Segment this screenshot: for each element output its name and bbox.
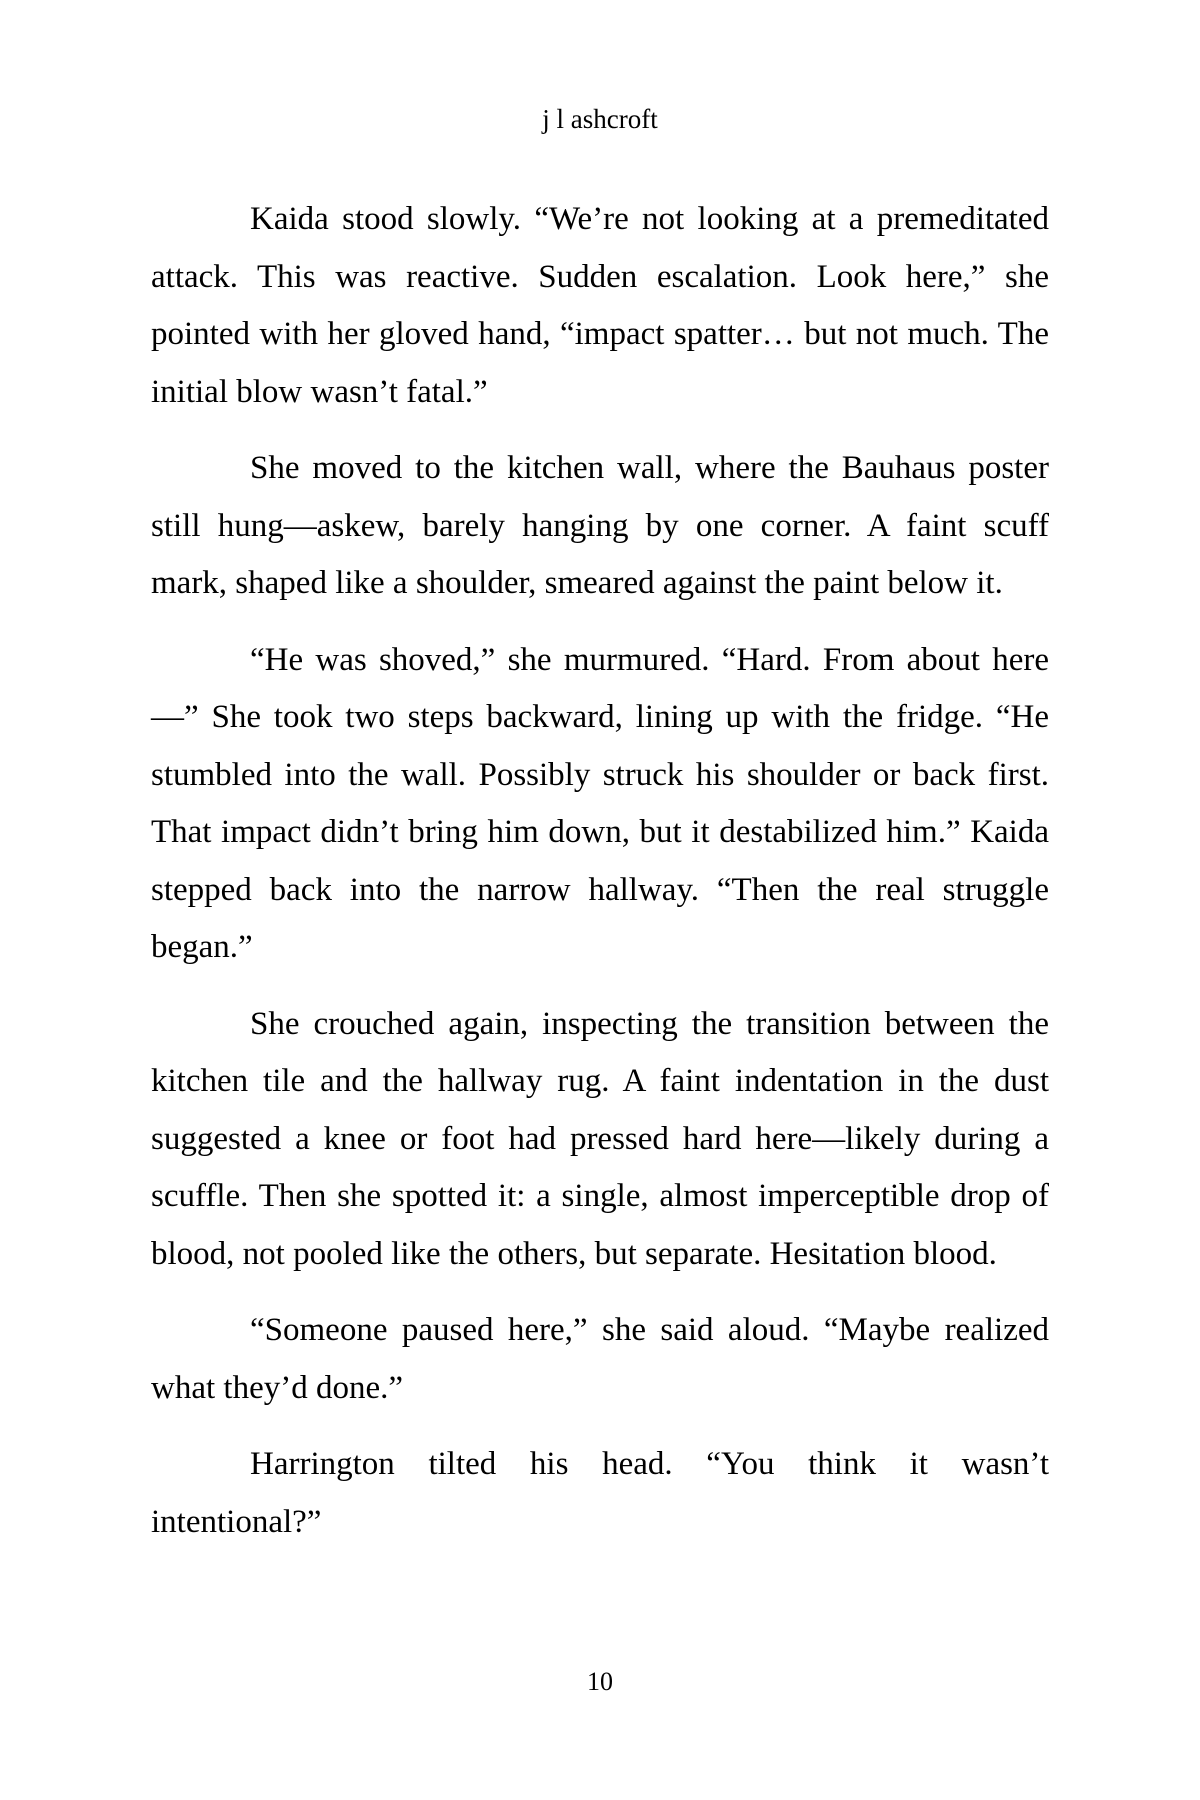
paragraph: Harrington tilted his head. “You think it wasn’t intentional?” xyxy=(151,1446,1049,1540)
paragraph: She crouched again, inspecting the transition between the kitchen tile and the hallway rug. A faint indentation in the dust suggested a knee or foot had pressed hard here—likely during a scuffle. Then she spotted it: a single, almost imperceptible drop of blood, not pooled like the others, but separate. Hesitation blood. xyxy=(151,1005,1049,1272)
page-number: 10 xyxy=(587,1667,613,1696)
paragraph: Kaida stood slowly. “We’re not looking at a premeditated attack. This was reactive. Sudden escalation. Look here,” she pointed with her gloved hand, “impact spatter… but not much. The initial blow wasn’t fatal.” xyxy=(151,201,1049,410)
body-text xyxy=(151,191,1049,1570)
paragraph: She moved to the kitchen wall, where the Bauhaus poster still hung—askew, barely hanging by one corner. A faint scuff mark, shaped like a shoulder, smeared against the paint below it. xyxy=(151,450,1049,601)
running-header: j l ashcroft xyxy=(542,104,658,134)
paragraph: “Someone paused here,” she said aloud. “Maybe realized what they’d done.” xyxy=(151,1312,1049,1406)
paragraph: “He was shoved,” she murmured. “Hard. From about here—” She took two steps backward, lining up with the fridge. “He stumbled into the wall. Possibly struck his shoulder or back first. That impact didn’t bring him down, but it destabilized him.” Kaida stepped back into the narrow hallway. “Then the real struggle began.” xyxy=(151,641,1049,965)
